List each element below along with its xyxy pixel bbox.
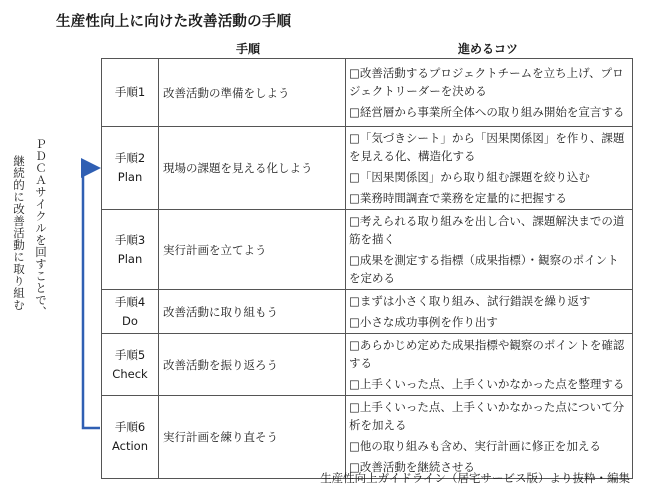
step-description: 改善活動に取り組もう <box>159 290 346 334</box>
step-label-cell <box>102 59 159 127</box>
table-row <box>102 210 633 290</box>
step-label-cell <box>102 396 159 479</box>
tip-item: □経営層から事業所全体への取り組み開始を宣言する <box>349 105 625 119</box>
step-label-cell <box>102 210 159 290</box>
tip-item: □成果を測定する指標（成果指標）・観察のポイントを定める <box>349 253 619 285</box>
tip-item: □「因果関係図」から取り組む課題を絞り込む <box>349 170 590 184</box>
step-phase: Plan <box>117 170 143 184</box>
step-description: 改善活動の準備をしよう <box>159 59 346 127</box>
step-description: 実行計画を立てよう <box>159 210 346 290</box>
step-description: 改善活動を振り返ろう <box>159 334 346 396</box>
table-row <box>102 59 633 127</box>
step-number: 手順4 <box>114 294 146 309</box>
tip-item: □改善活動を継続させる <box>349 460 475 474</box>
tips-cell <box>346 210 633 290</box>
table-row <box>102 334 633 396</box>
step-label-cell <box>102 334 159 396</box>
table-row <box>102 396 633 479</box>
step-phase: Action <box>111 439 149 453</box>
step-phase: Plan <box>117 251 143 266</box>
page-title: 生産性向上に向けた改善活動の手順 <box>56 14 292 30</box>
steps-column-header: 手順 <box>236 42 261 56</box>
tip-item: □あらかじめ定めた成果指標や観察のポイントを確認する <box>349 338 625 370</box>
tips-column-header: 進めるコツ <box>458 42 519 56</box>
tip-item: □他の取り組みも含め、実行計画に修正を加える <box>349 439 601 453</box>
step-phase: Do <box>122 313 138 328</box>
step-number: 手順6 <box>114 420 146 434</box>
tips-cell <box>346 290 633 334</box>
step-label-cell <box>102 127 159 210</box>
tip-item: □「気づきシート」から「因果関係図」を作り、課題を見える化、構造化する <box>349 131 625 163</box>
tips-cell <box>346 396 633 479</box>
steps-table <box>101 58 633 479</box>
step-number: 手順5 <box>114 347 146 362</box>
tip-item: □まずは小さく取り組み、試行錯誤を繰り返す <box>349 294 591 308</box>
continuous-improvement-note: 継続的に改善活動に取り組む <box>12 155 26 311</box>
step-description: 実行計画を練り直そう <box>159 396 346 479</box>
tip-item: □業務時間調査で業務を定量的に把握する <box>349 191 567 205</box>
step-number: 手順2 <box>114 151 146 165</box>
step-number: 手順1 <box>114 85 146 99</box>
tip-item: □考えられる取り組みを出し合い、課題解決までの道筋を描く <box>349 214 625 246</box>
table-row <box>102 127 633 210</box>
tip-item: □小さな成功事例を作り出す <box>349 315 498 329</box>
tip-item: □上手くいった点、上手くいかなかった点について分析を加える <box>349 400 625 432</box>
pdca-cycle-note: ＰＤＣＡサイクルを回すことで、 <box>34 138 48 318</box>
step-label-cell <box>102 290 159 334</box>
tips-cell <box>346 127 633 210</box>
step-number: 手順3 <box>114 232 146 247</box>
table-row <box>102 290 633 334</box>
step-phase: Check <box>112 366 148 381</box>
tip-item: □改善活動するプロジェクトチームを立ち上げ、プロジェクトリーダーを決める <box>349 66 624 98</box>
source-note: 生産性向上ガイドライン（居宅サービス版）より抜粋・編集 <box>320 471 630 485</box>
tips-cell <box>346 59 633 127</box>
tip-item: □上手くいった点、上手くいかなかった点を整理する <box>349 377 625 391</box>
step-description: 現場の課題を見える化しよう <box>159 127 346 210</box>
tips-cell <box>346 334 633 396</box>
